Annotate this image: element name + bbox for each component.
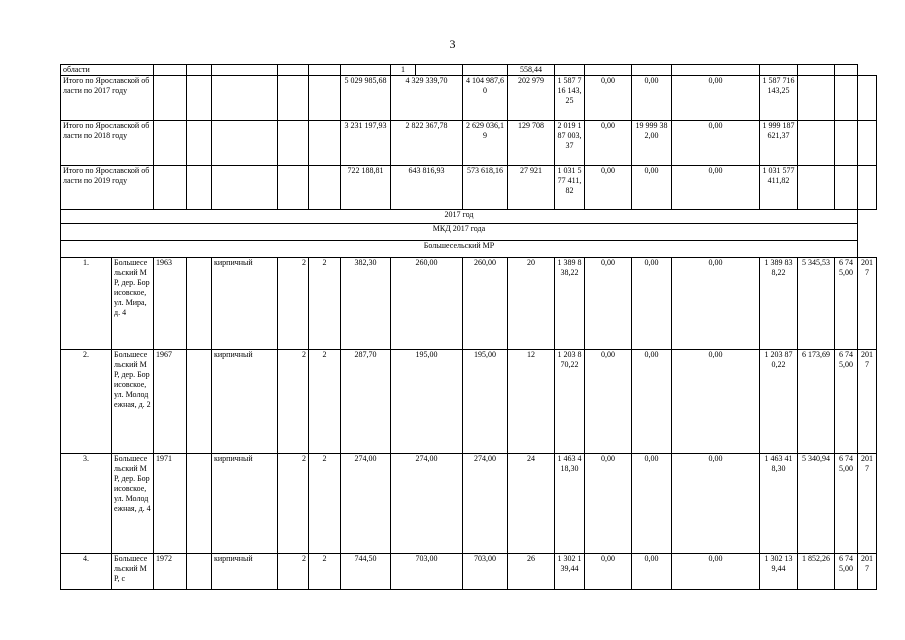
row-address: Большесельский МР, дер. Борисовское, ул. Молодежная, д. 2 <box>112 350 154 454</box>
section-mkd: МКД 2017 года <box>61 224 858 241</box>
total-label: Итого по Ярославской области по 2017 году <box>61 76 154 121</box>
section-row <box>61 224 877 241</box>
table-row: 4. Большесельский МР, с 1972 кирпичный 2 2 744,50 703,00 703,00 26 1 302 139,44 0,00 0,00 0,00 1 302 139,44 1 852,26 6 745,00 2017 <box>61 554 877 590</box>
section-district: Большесельский МР <box>61 241 858 258</box>
table-row: 1. Большесельский МР, дер. Борисовское, ул. Мира, д. 4 1963 кирпичный 2 2 382,30 260,00 260,00 20 1 389 838,22 0,00 0,00 0,00 1 389 838,22 5 345,53 6 745,00 2017 <box>61 258 877 350</box>
row-label: области <box>61 65 154 76</box>
table-row: 2. Большесельский МР, дер. Борисовское, ул. Молодежная, д. 2 1967 кирпичный 2 2 287,70 195,00 195,00 12 1 203 870,22 0,00 0,00 0,00 1 203 870,22 6 173,69 6 745,00 2017 <box>61 350 877 454</box>
table-row: области 1 558,44 <box>61 65 877 76</box>
section-row <box>61 210 877 224</box>
page-number: 3 <box>449 37 456 51</box>
table-row: Итого по Ярославской области по 2018 году 3 231 197,93 2 822 367,78 2 629 036,19 129 708 2 019 187 003,37 0,00 19 999 382,00 0,00 1 999 187 621,37 <box>61 121 877 166</box>
row-number: 3. <box>61 454 112 554</box>
row-number: 2. <box>61 350 112 454</box>
row-number: 1. <box>61 258 112 350</box>
section-year: 2017 год <box>61 210 858 224</box>
row-address: Большесельский МР, с <box>112 554 154 590</box>
table-row: 3. Большесельский МР, дер. Борисовское, ул. Молодежная, д. 4 1971 кирпичный 2 2 274,00 274,00 274,00 24 1 463 418,30 0,00 0,00 0,00 1 463 418,30 5 340,94 6 745,00 2017 <box>61 454 877 554</box>
row-address: Большесельский МР, дер. Борисовское, ул. Мира, д. 4 <box>112 258 154 350</box>
row-number: 4. <box>61 554 112 590</box>
row-address: Большесельский МР, дер. Борисовское, ул. Молодежная, д. 4 <box>112 454 154 554</box>
table-row: Итого по Ярославской области по 2019 году 722 188,81 643 816,93 573 618,16 27 921 1 031 577 411,82 0,00 0,00 0,00 1 031 577 411,82 <box>61 166 877 210</box>
section-row <box>61 241 877 258</box>
table-row: Итого по Ярославской области по 2017 году 5 029 985,68 4 329 339,70 4 104 987,60 202 979 1 587 716 143,25 0,00 0,00 0,00 1 587 716 143,25 <box>61 76 877 121</box>
total-label: Итого по Ярославской области по 2018 году <box>61 121 154 166</box>
register-table <box>60 64 877 590</box>
total-label: Итого по Ярославской области по 2019 году <box>61 166 154 210</box>
